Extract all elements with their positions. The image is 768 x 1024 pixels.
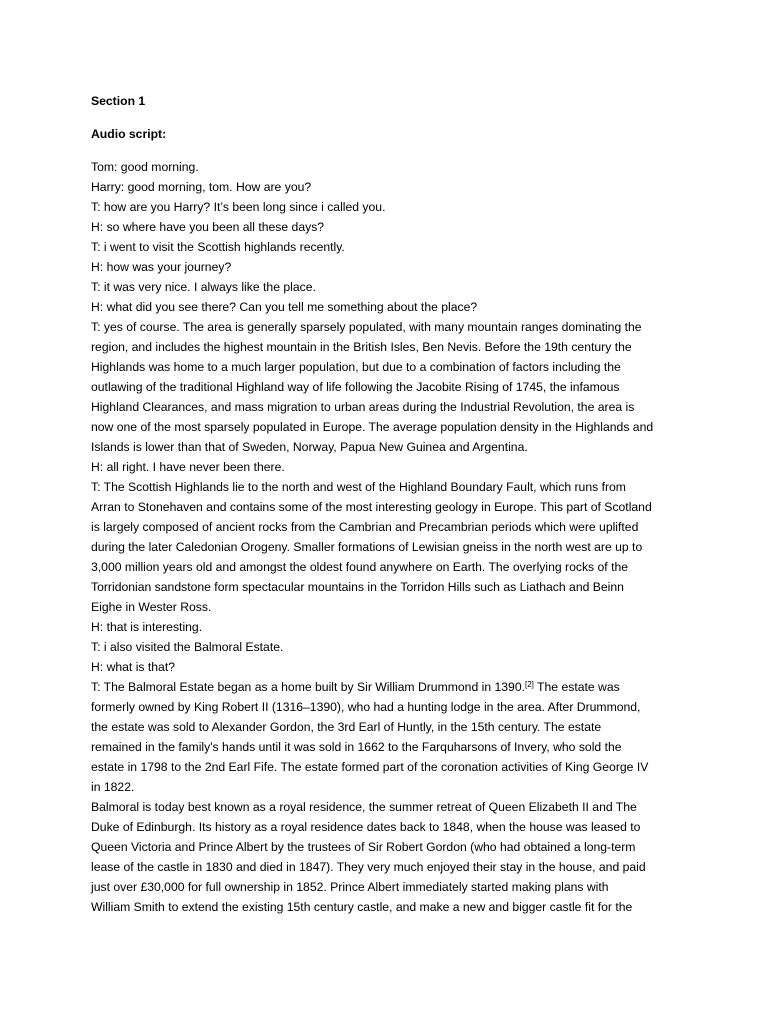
audio-script-body xyxy=(91,157,691,917)
script-line: Highland Clearances, and mass migration to urban areas during the Industrial Revolution, the area is xyxy=(91,400,635,414)
script-line: now one of the most sparsely populated in Europe. The average population density in the Highlands and xyxy=(91,420,654,434)
script-line: Islands is lower than that of Sweden, Norway, Papua New Guinea and Argentina. xyxy=(91,440,528,454)
script-line: Queen Victoria and Prince Albert by the trustees of Sir Robert Gordon (who had obtained a long-term xyxy=(91,840,636,854)
script-line: H: that is interesting. xyxy=(91,620,203,634)
script-line: T: how are you Harry? It’s been long since i called you. xyxy=(91,200,386,214)
audio-script-label: Audio script: xyxy=(91,127,167,141)
balmoral-text-after: The estate was xyxy=(533,680,620,694)
script-line: Eighe in Wester Ross. xyxy=(91,600,212,614)
script-line: T: i also visited the Balmoral Estate. xyxy=(91,640,284,654)
balmoral-text-before: T: The Balmoral Estate began as a home built by Sir William Drummond in 1390. xyxy=(91,680,525,694)
script-line: outlawing of the traditional Highland way of life following the Jacobite Rising of 1745, the infamous xyxy=(91,380,620,394)
script-line: Harry: good morning, tom. How are you? xyxy=(91,180,312,194)
script-line: during the later Caledonian Orogeny. Smaller formations of Lewisian gneiss in the north west are up to xyxy=(91,540,643,554)
script-line: T: yes of course. The area is generally sparsely populated, with many mountain ranges dominating the xyxy=(91,320,642,334)
script-line: T: i went to visit the Scottish highlands recently. xyxy=(91,240,345,254)
script-line: Arran to Stonehaven and contains some of the most interesting geology in Europe. This part of Scotland xyxy=(91,500,652,514)
script-line: H: all right. I have never been there. xyxy=(91,460,285,474)
script-line: Highlands was home to a much larger population, but due to a combination of factors including the xyxy=(91,360,621,374)
script-line-balmoral xyxy=(91,677,691,697)
script-line: remained in the family's hands until it was sold in 1662 to the Farquharsons of Invery, who sold the xyxy=(91,740,622,754)
script-line: formerly owned by King Robert II (1316–1390), who had a hunting lodge in the area. After Drummond, xyxy=(91,700,641,714)
script-line: estate in 1798 to the 2nd Earl Fife. The estate formed part of the coronation activities of King George IV xyxy=(91,760,649,774)
script-line: Tom: good morning. xyxy=(91,160,199,174)
script-line: just over £30,000 for full ownership in 1852. Prince Albert immediately started making plans with xyxy=(91,880,609,894)
script-line: Balmoral is today best known as a royal residence, the summer retreat of Queen Elizabeth II and The xyxy=(91,800,637,814)
script-line: the estate was sold to Alexander Gordon, the 3rd Earl of Huntly, in the 15th century. The estate xyxy=(91,720,602,734)
script-line: T: The Scottish Highlands lie to the north and west of the Highland Boundary Fault, which runs from xyxy=(91,480,626,494)
script-line: Torridonian sandstone form spectacular mountains in the Torridon Hills such as Liathach and Beinn xyxy=(91,580,624,594)
script-line: 3,000 million years old and amongst the oldest found anywhere on Earth. The overlying rocks of the xyxy=(91,560,629,574)
script-line: region, and includes the highest mountain in the British Isles, Ben Nevis. Before the 19th century the xyxy=(91,340,632,354)
script-line: H: what did you see there? Can you tell me something about the place? xyxy=(91,300,478,314)
section-title: Section 1 xyxy=(91,94,146,108)
script-line: Duke of Edinburgh. Its history as a royal residence dates back to 1848, when the house was leased to xyxy=(91,820,641,834)
script-line: T: it was very nice. I always like the place. xyxy=(91,280,316,294)
script-line: H: how was your journey? xyxy=(91,260,232,274)
script-line: lease of the castle in 1830 and died in 1847). They very much enjoyed their stay in the house, and paid xyxy=(91,860,646,874)
script-line: in 1822. xyxy=(91,780,135,794)
script-line: William Smith to extend the existing 15th century castle, and make a new and bigger castle fit for the xyxy=(91,900,633,914)
script-line: H: what is that? xyxy=(91,660,175,674)
script-line: H: so where have you been all these days? xyxy=(91,220,325,234)
script-line: is largely composed of ancient rocks from the Cambrian and Precambrian periods which were uplifted xyxy=(91,520,639,534)
footnote-reference[interactable]: [2] xyxy=(524,680,534,689)
